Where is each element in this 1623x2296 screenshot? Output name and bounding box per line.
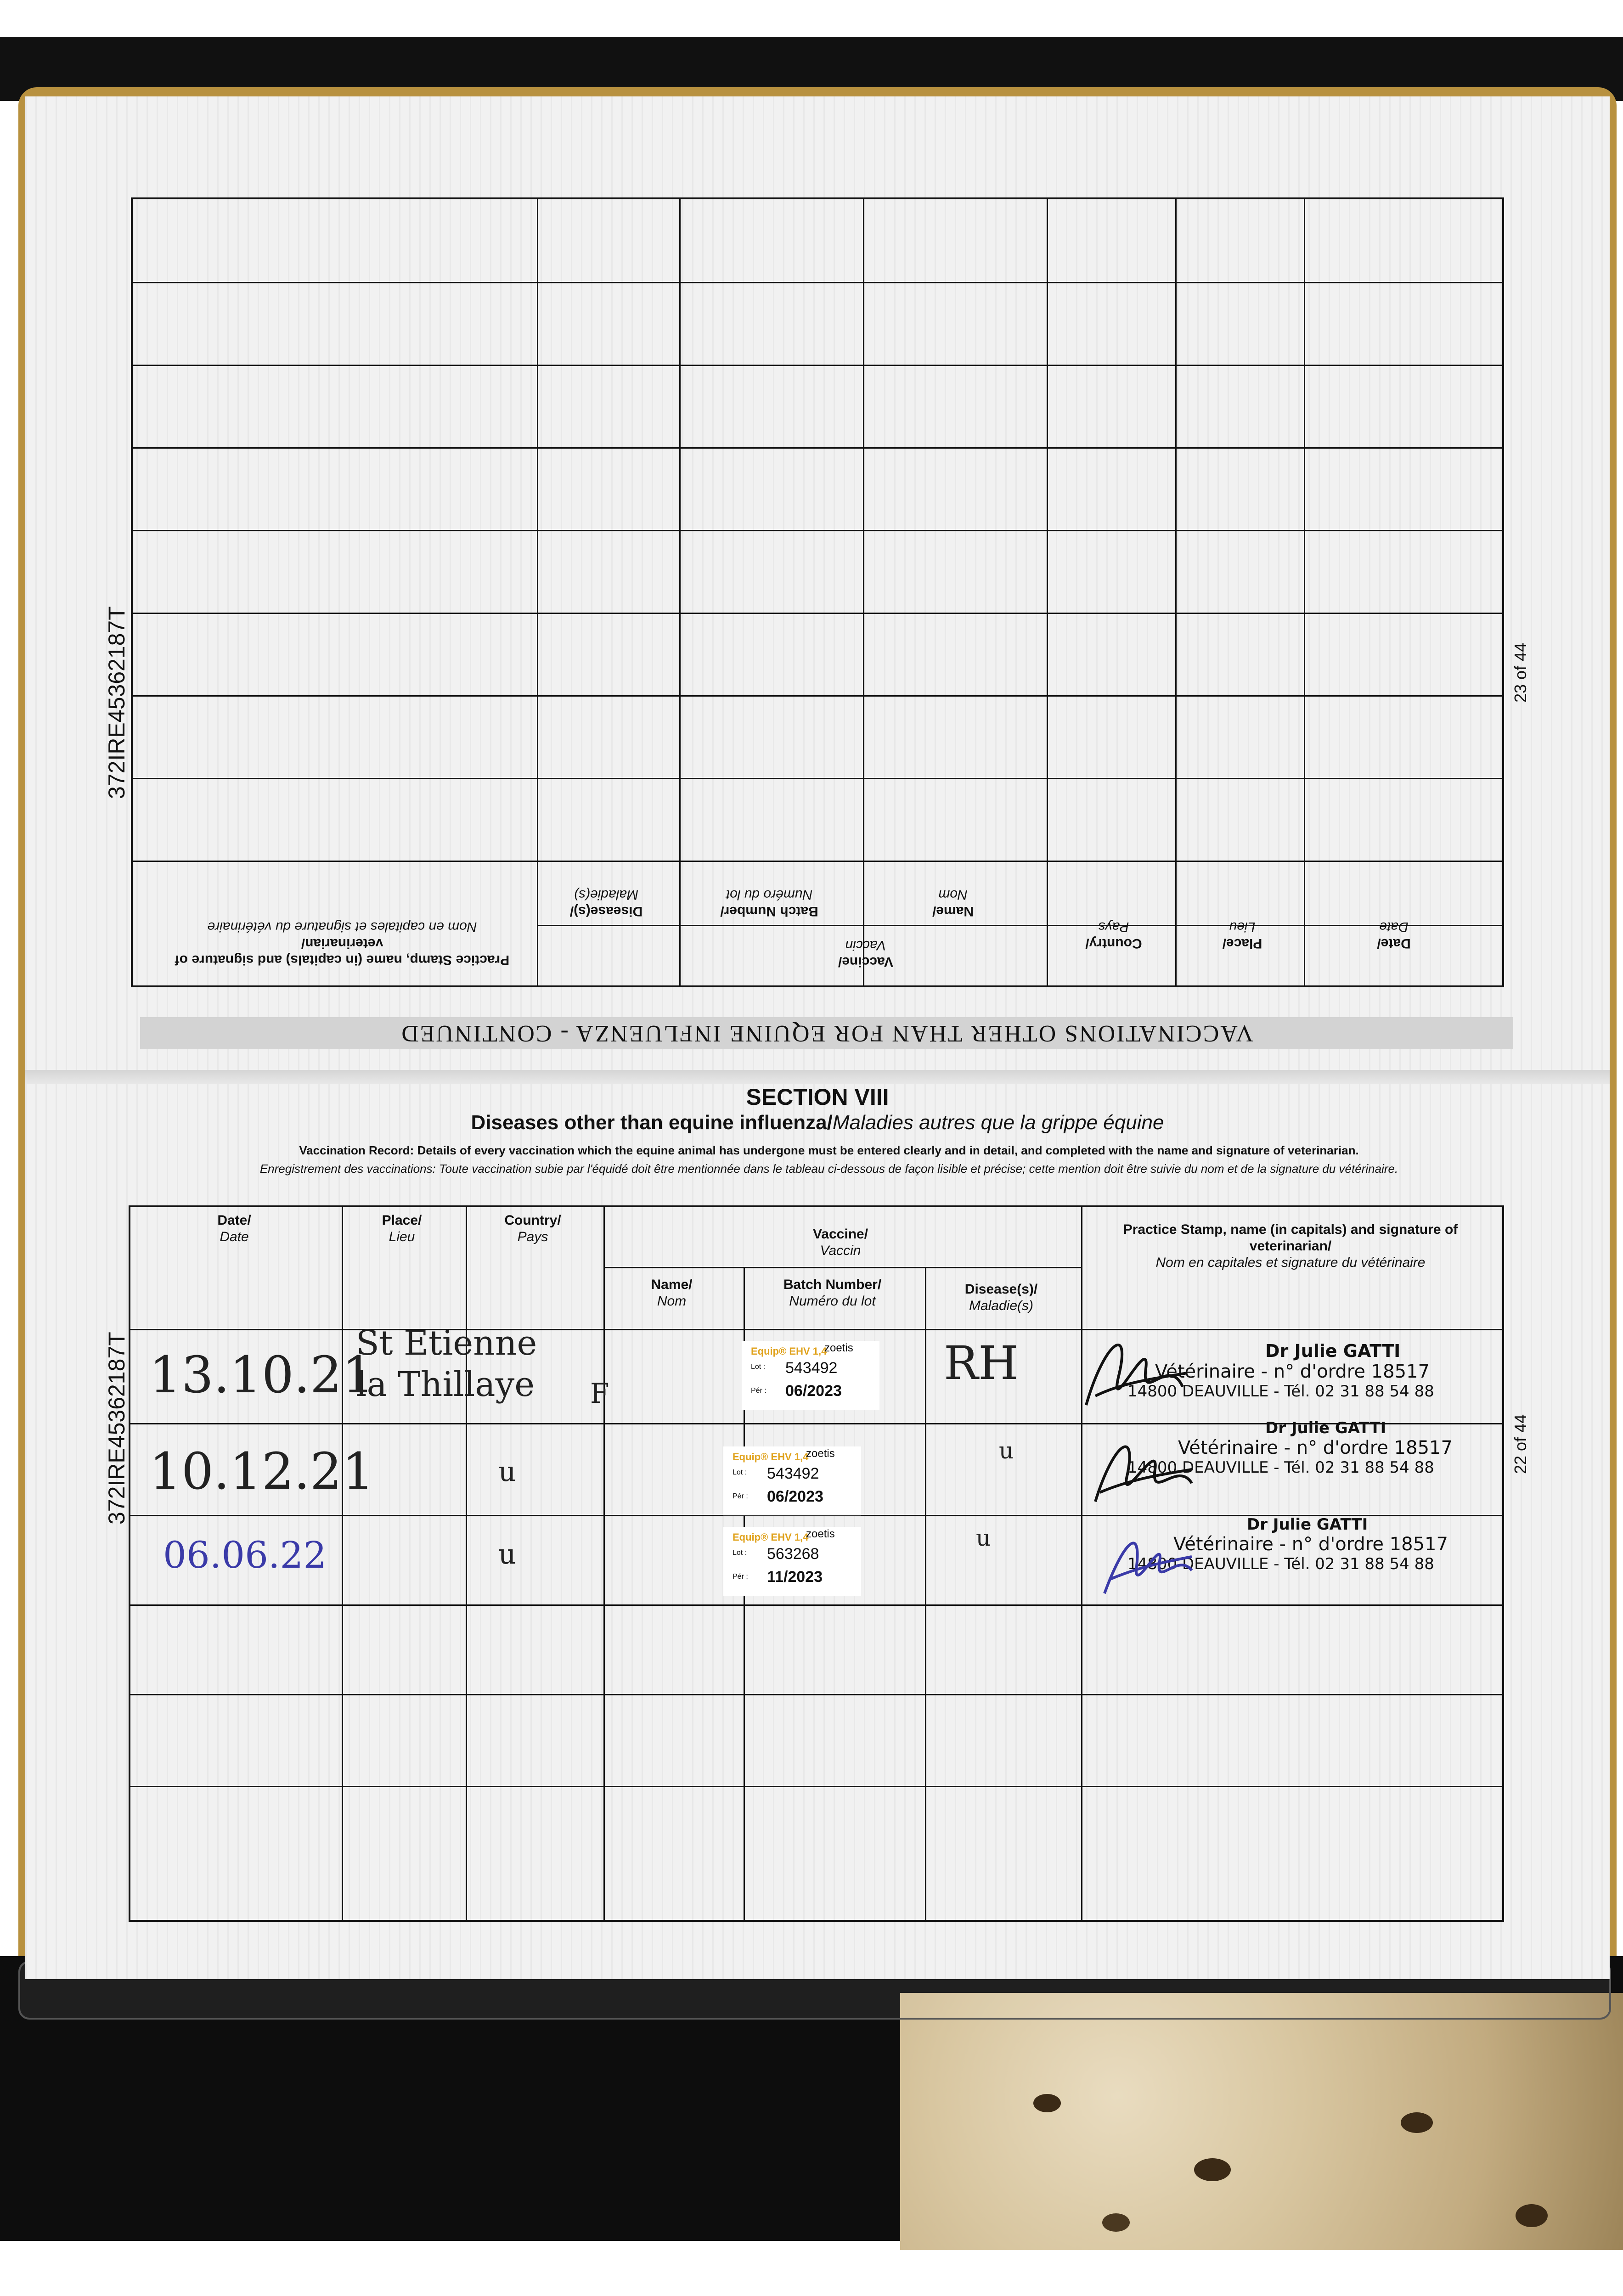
entry-1-vaccine-label: Equip® EHV 1,4 zoetis Lot : 543492 Pér : 06/2023 (742, 1341, 879, 1410)
entry-2-disease: u (999, 1437, 1014, 1464)
top-header-name: Name/ Nom (932, 887, 974, 919)
blanket-pattern (1401, 2112, 1433, 2133)
page-23 (25, 96, 1610, 1084)
top-header-disease: Disease(s)/ Maladie(s) (569, 887, 643, 919)
header-batch: Batch Number/ Numéro du lot (783, 1277, 882, 1309)
record-instructions-en: Vaccination Record: Details of every vaccination which the equine animal has undergone must be entered clearly and in detail, and completed with the name and signature of veterinarian. (299, 1143, 1359, 1157)
header-place: Place/ Lieu (382, 1213, 422, 1244)
entry-3-country: u (498, 1538, 516, 1570)
entry-2-vet-stamp: Dr Julie GATTI Vétérinaire - n° d'ordre 18517 14800 DEAUVILLE - Tél. 02 31 88 54 88 (1127, 1419, 1453, 1477)
subtitle-en: Diseases other than equine influenza/ (471, 1111, 833, 1134)
bottom-side-code: 372IRE45362187T (104, 1332, 130, 1525)
top-side-code: 372IRE45362187T (104, 606, 130, 799)
entry-2-vaccine-label: Equip® EHV 1,4 zoetis Lot : 543492 Pér : 06/2023 (723, 1446, 861, 1515)
page-22 (25, 1084, 1610, 1979)
header-date: Date/ Date (217, 1213, 251, 1244)
entry-2-signature (1082, 1414, 1201, 1515)
bottom-page-number: 22 of 44 (1511, 1414, 1530, 1474)
top-page-number: 23 of 44 (1511, 642, 1530, 703)
entry-1-signature (1077, 1313, 1196, 1424)
header-vaccine: Vaccine/ Vaccin (812, 1227, 868, 1258)
entry-3-signature (1091, 1506, 1201, 1607)
entry-3-disease: u (976, 1525, 991, 1551)
entry-1-date: 13.10.21 (149, 1345, 374, 1404)
section-subtitle (25, 1111, 1610, 1134)
blanket-pattern (1516, 2204, 1548, 2227)
blanket-pattern (1102, 2213, 1130, 2232)
header-name: Name/ Nom (651, 1277, 693, 1309)
top-header-vaccine: Vaccine/ Vaccin (838, 938, 894, 969)
top-header-batch: Batch Number/ Numéro du lot (720, 887, 818, 919)
entry-3-vet-stamp: Dr Julie GATTI Vétérinaire - n° d'ordre 18517 14800 DEAUVILLE - Tél. 02 31 88 54 88 (1127, 1515, 1448, 1573)
section-title: SECTION VIII (746, 1084, 889, 1110)
header-stamp: Practice Stamp, name (in capitals) and signature of veterinarian/ Nom en capitales et signature du vétérinaire (1123, 1222, 1458, 1270)
top-header-stamp: Practice Stamp, name (in capitals) and signature of veterinarian/ Nom en capitales et signature du vétérinaire (175, 919, 510, 968)
header-country: Country/ Pays (504, 1213, 561, 1244)
top-header-place: Place/ Lieu (1222, 919, 1262, 951)
entry-2-date: 10.12.21 (149, 1442, 374, 1501)
header-disease: Disease(s)/ Maladie(s) (964, 1282, 1038, 1313)
blanket-background (900, 1993, 1623, 2250)
entry-2-country: u (498, 1456, 516, 1488)
blanket-pattern (1194, 2158, 1231, 2181)
entry-3-date: 06.06.22 (163, 1534, 327, 1576)
entry-3-vaccine-label: Equip® EHV 1,4 zoetis Lot : 563268 Pér : 11/2023 (723, 1527, 861, 1596)
top-header-date: Date/ Date (1377, 919, 1411, 951)
blanket-pattern (1033, 2094, 1061, 2112)
entry-1-vet-stamp: Dr Julie GATTI Vétérinaire - n° d'ordre 18517 14800 DEAUVILLE - Tél. 02 31 88 54 88 (1127, 1341, 1434, 1401)
entry-1-country: F (590, 1378, 609, 1410)
top-banner-text: VACCINATIONS OTHER THAN FOR EQUINE INFLUENZA - CONTINUED (400, 1020, 1253, 1047)
subtitle-fr: Maladies autres que la grippe équine (832, 1111, 1164, 1134)
entry-1-disease: RH (944, 1336, 1019, 1390)
top-header-country: Country/ Pays (1085, 919, 1142, 951)
entry-1-place: St Etienne la Thillaye (356, 1323, 537, 1404)
top-vaccination-table (131, 197, 1504, 987)
record-instructions-fr: Enregistrement des vaccinations: Toute vaccination subie par l'équidé doit être mentionnée dans le tableau ci-dessous de façon lisible et précise; cette mention doit être suivie du nom et de la signature du vétérinaire. (259, 1162, 1398, 1176)
